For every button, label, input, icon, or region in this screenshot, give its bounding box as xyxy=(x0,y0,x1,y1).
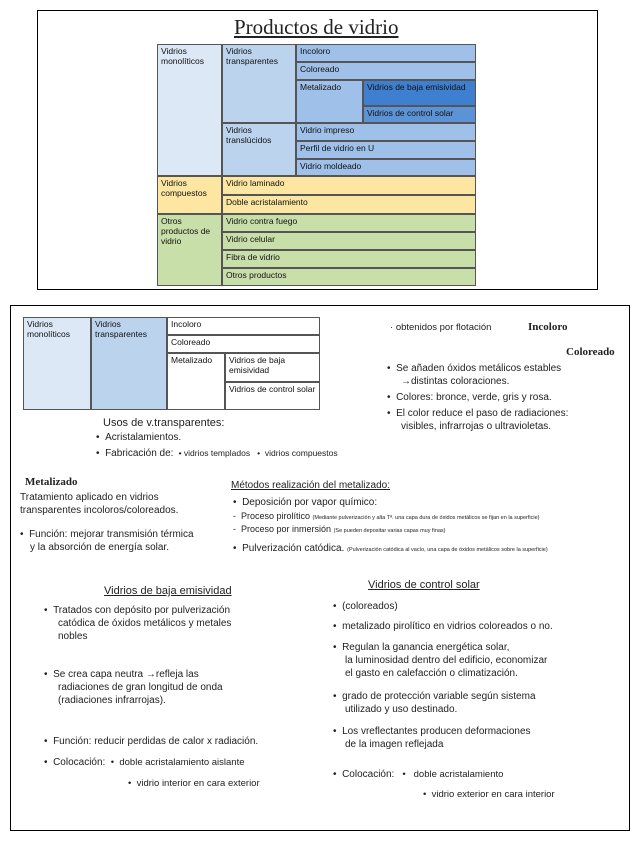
top-otros-productos: Otros productos xyxy=(222,268,476,286)
top-perfil-u: Perfil de vidrio en U xyxy=(296,141,476,159)
usos-2: • Fabricación de: • vidrios templados • vidrios compuestos xyxy=(96,448,338,459)
top-translucidos: Vidrios translúcidos xyxy=(222,123,296,176)
top-incoloro: Incoloro xyxy=(296,44,476,62)
cs-bullet-1: • (coloreados) xyxy=(333,601,398,612)
top-control-solar: Vidrios de control solar xyxy=(363,106,476,123)
top-title: Productos de vidrio xyxy=(234,15,399,39)
cs-bullet-5b: de la imagen reflejada xyxy=(345,739,444,750)
cs-bullet-4: • grado de protección variable según sistema xyxy=(333,691,536,702)
be-bullet-2b: radiaciones de gran longitud de onda xyxy=(58,682,223,693)
col-bullet-2: • Colores: bronce, verde, gris y rosa. xyxy=(387,392,552,403)
bottom-control-solar: Vidrios de control solar xyxy=(225,382,320,410)
usos-title: Usos de v.transparentes: xyxy=(103,417,225,429)
metalizado-funcion-1: • Función: mejorar transmisión térmica xyxy=(20,529,194,540)
pulverizacion: • Pulverización catódica. (Pulverización catódica al vacío, una capa de óxidos metálicos sobre la superficie) xyxy=(233,543,548,554)
metodos-title: Métodos realización del metalizado: xyxy=(231,480,390,491)
cs-bullet-6b: • vidrio exterior en cara interior xyxy=(423,789,555,800)
pirolitico: - Proceso pirolítico (Mediante pulverización y alta Tª. una capa dura de óxidos metálicos se fijan en la superficie) xyxy=(233,511,540,521)
cs-bullet-4b: utilizado y uso destinado. xyxy=(345,704,458,715)
top-coloreado: Coloreado xyxy=(296,62,476,80)
cs-bullet-6: • Colocación: • doble acristalamiento xyxy=(333,769,504,780)
be-bullet-4b: • vidrio interior en cara exterior xyxy=(128,778,260,789)
top-celular: Vidrio celular xyxy=(222,232,476,250)
metalizado-funcion-2: y la absorción de energía solar. xyxy=(30,542,169,553)
bottom-baja-emisividad: Vidrios de baja emisividad xyxy=(225,353,320,382)
top-fibra: Fibra de vidrio xyxy=(222,250,476,268)
col-bullet-3b: visibles, infrarrojas o ultravioletas. xyxy=(401,421,552,432)
top-baja-emisividad: Vidrios de baja emisividad xyxy=(363,80,476,106)
top-transparentes: Vidrios transparentes xyxy=(222,44,296,123)
cs-bullet-3c: el gasto en calefacción o climatización. xyxy=(345,668,518,679)
be-bullet-2: • Se crea capa neutra →refleja las xyxy=(44,669,199,680)
col-bullet-3: • El color reduce el paso de radiaciones: xyxy=(387,408,569,419)
top-impreso: Vidrio impreso xyxy=(296,123,476,141)
cs-bullet-3b: la luminosidad dentro del edificio, economizar xyxy=(345,655,548,666)
top-moldeado: Vidrio moldeado xyxy=(296,159,476,176)
be-bullet-1c: nobles xyxy=(58,631,88,642)
metalizado-heading: Metalizado xyxy=(25,476,78,488)
baja-emisividad-title: Vidrios de baja emisividad xyxy=(104,585,232,597)
col-bullet-1: • Se añaden óxidos metálicos estables xyxy=(387,363,562,374)
incoloro-heading: Incoloro xyxy=(528,321,568,333)
top-metalizado: Metalizado xyxy=(296,80,363,123)
be-bullet-2c: (radiaciones infrarrojas). xyxy=(58,695,166,706)
cs-bullet-2: • metalizado pirolítico en vidrios coloreados o no. xyxy=(333,621,553,632)
flotacion-text: · obtenidos por flotación xyxy=(390,322,492,333)
metalizado-desc-1: Tratamiento aplicado en vidrios xyxy=(20,492,159,503)
top-monoliticos: Vidrios monolíticos xyxy=(157,44,222,176)
top-otros-productos-de-vidrio: Otros productos de vidrio xyxy=(157,214,222,286)
bottom-monoliticos: Vidrios monolíticos xyxy=(23,317,91,410)
bottom-metalizado: Metalizado xyxy=(167,353,225,410)
cs-bullet-3: • Regulan la ganancia energética solar, xyxy=(333,642,510,653)
bottom-coloreado: Coloreado xyxy=(167,335,320,353)
coloreado-heading: Coloreado xyxy=(566,346,615,358)
metalizado-desc-2: transparentes incoloros/coloreados. xyxy=(20,505,179,516)
be-bullet-4: • Colocación: • doble acristalamiento aislante xyxy=(44,757,245,768)
bottom-incoloro: Incoloro xyxy=(167,317,320,335)
be-bullet-1: • Tratados con depósito por pulverización xyxy=(44,605,231,616)
top-compuestos: Vidrios compuestos xyxy=(157,176,222,214)
top-laminado: Vidrio laminado xyxy=(222,176,476,195)
top-doble: Doble acristalamiento xyxy=(222,195,476,214)
bottom-transparentes: Vidrios transparentes xyxy=(91,317,167,410)
be-bullet-1b: catódica de óxidos metálicos y metales xyxy=(58,618,232,629)
deposicion: • Deposición por vapor químico: xyxy=(233,497,378,508)
control-solar-title: Vidrios de control solar xyxy=(368,579,480,591)
be-bullet-3: • Función: reducir perdidas de calor x radiación. xyxy=(44,736,259,747)
inmersion: - Proceso por inmersión (Se pueden depositar varias capas muy finas) xyxy=(233,524,446,534)
col-bullet-1b: →distintas coloraciones. xyxy=(401,376,510,387)
cs-bullet-5: • Los vreflectantes producen deformaciones xyxy=(333,726,531,737)
top-contra-fuego: Vidrio contra fuego xyxy=(222,214,476,232)
usos-1: • Acristalamientos. xyxy=(96,432,182,443)
